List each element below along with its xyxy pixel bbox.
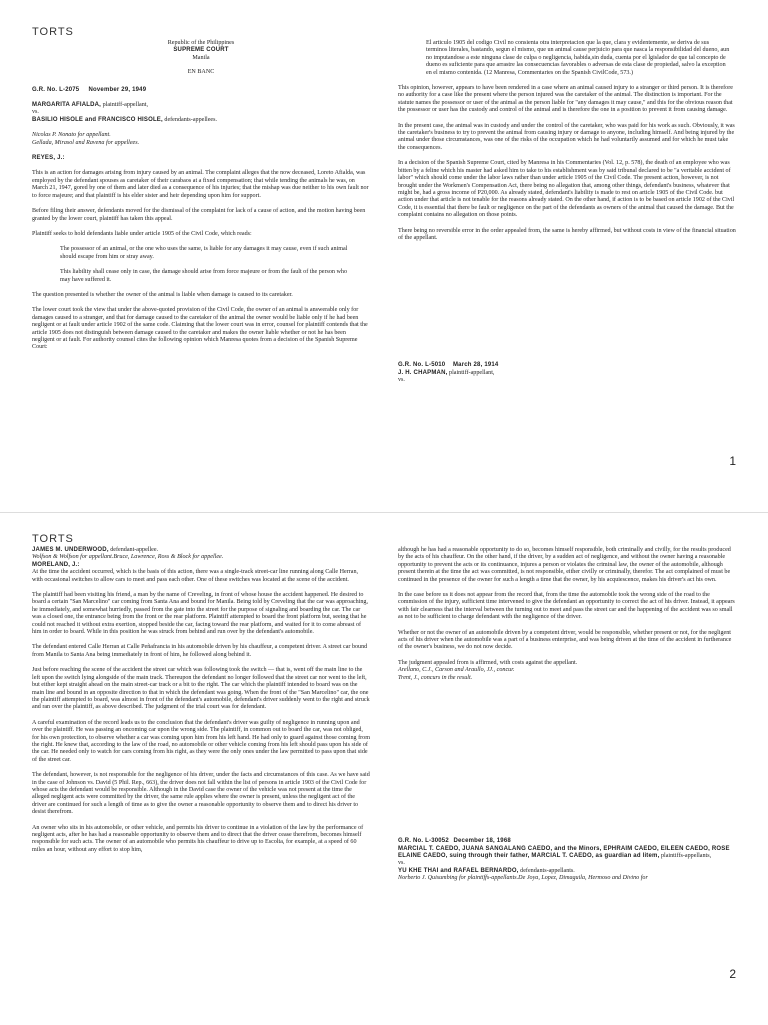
case-parties: JAMES M. UNDERWOOD, defendant-appellee. [32,547,159,553]
paragraph: There being no reversible error in the order appealed from, the same is hereby affirmed, but without costs in view of the financial situation of the appellant. [398,227,736,241]
paragraph: In a decision of the Spanish Supreme Court, cited by Manresa in his Commentaries (Vol. 12, p. 578), the death of an employee who was bitten by a feline which his master had asked him to take to his establishment was by said tribunal declared to be "a veritable accident of labor" which should come under the labor laws rather than under article 1905 of the Civil Code. The present action, however, is not brought under the Workmen's Compensation Act, there being no allegation that, among other things, defendant's business, whatever that might be, had a gross income of P20,000. As already stated, defendant's liability is made to rest on article 1905 of the Civil Code. but action under that article is not tenable for the reasons already stated. On the other hand, if action is to be based on article 1902 of the Civil Code, it is essential that there be fault or negligence on the part of the defendants as owners of the animal that caused the damage. But the complaint contains no allegation on those points. [398,160,735,219]
justice: MORELAND, J.: [32,561,80,568]
paragraph: Just before reaching the scene of the accident the street car which was following took the switch — that is, went off the main line to the left upon the switch lying alongside of the main track. Thereupon the defendant no longer followed that the street car nor went to the left, but either kept straight ahead on the main street-car track or a bit to the right. The car which the plaintiff intended to board was on the main line and bound in an opposite direction to that in which the defendant was going. When the front of the "San Marcelino" car, the one the plaintiff attempted to board, was almost in front of the defendant's automobile, defendant's driver suddenly went to the right and struck and ran over the plaintiff, as above described. The judgment of the trial court was for defendant. [32,667,370,711]
judgment: The judgment appealed from is affirmed, with costs against the appellant. [398,659,578,666]
left-column [32,547,370,862]
paragraph: This is an action for damages arising from injury caused by an animal. The complaint alleges that the now deceased, Loreto Afialda, was employed by the defendant spouses as caretaker of their carabaos at a fixed compensation; that while tending the animals he was, on March 21, 1947, gored by one of them and later died as a consequence of his injuries; that the mishap was due neither to his own fault nor to force majeure; and that plaintiff is his elder sister and heir depending upon him for support. [32,170,369,199]
spanish-quote: El articulo 1905 del codigo Civil no consienta otra interpretacion que la que, clara y evidentemente, se deriva de sus terminos literales, bastando, segun el mismo, que un animal cause perjuicio para que nasca la responsibilidad del dueno, aun no imputandose a este ninguna clase de culpa o negligencia, habida,sin duda, cuenta por el lgislador de que tal concepto de dueno es suficiente para que arrastre las consecuencias favorables o adversas de esta clase de propiedad, salvo la exception en el mismo contenida. (12 Manresa, Commentaries on the Spanish CivilCode, 573.) [426,40,730,76]
court-heading: Republic of the Philippines SUPREME COURT Manila EN BANC [167,40,235,76]
block-quote: The possessor of an animal, or the one who uses the same, is liable for any damages it may cause, even if such animal should escape from him or stray away. [60,246,348,260]
paragraph: In the present case, the animal was in custody and under the control of the caretaker, who was paid for his work as such. Obviously, it was the caretaker's business to try to prevent the animal from causing injury or damage to anyone, including himself. And being injured by the animal under those circumstances, was one of the risks of the occupation which he had voluntarily assumed and for which he must take the consequences. [398,122,735,151]
concurrence: Arellano, C.J., Carson and Araullo, JJ., concur. [398,667,515,674]
paragraph: The plaintiff had been visiting his friend, a man by the name of Creveling, in front of whose house the accident happened. He desired to board a certain "San Marcelino" car coming from Santa Ana and bound for Manila. Being told by Creveling that the car was approaching, he immediately, and somewhat hurriedly, passed from the gate into the street for the purpose of signaling and boarding the car. The car was a closed one, the entrance being from the front or the rear platform. Plaintiff attempted to board the front platform but, seeing that he could not reached it without extra exertion, stopped beside the car, facing toward the rear platform, and waited for it to come abreast of him in order to board. While in this position he was struck from behind and run over by the defendant's automobile. [32,592,368,636]
counsel: Wolfson & Wolfson for appellant.Bruce, Lawrence, Ross & Block for appellee. [32,554,224,561]
paragraph: A careful examination of the record leads us to the conclusion that the defendant's driver was guilty of negligence in running upon and over the plaintiff. He was passing an oncoming car upon the wrong side. The plaintiff, in common out to board the car, was not obliged, for his own protection, to observe whether a car was coming upon him from his left hand. He had only to guard against those coming from the right. He knew that, according to the law of the road, no automobile or other vehicle coming from his left should pass upon his side of the car. He needed only to watch for cars coming from his right, as they were the only ones under the law permitted to pass upon that side of the street car. [32,719,370,763]
right-column [398,40,736,385]
document-page-2 [0,512,768,1025]
paragraph: Plaintiff seeks to hold defendants liable under article 1905 of the Civil Code, which reads: [32,230,252,237]
paragraph: The lower court took the view that under the above-quoted provision of the Civil Code, the owner of an animal is answerable only for damages caused to a stranger, and that for damage caused to the caretaker of the animal the owner would be liable only if he had been negligent or at fault under article 1902 of the same code. Claiming that the lower court was in error, counsel for plaintiff contends that the article 1905 does not distinguish between damage caused to the caretaker and makes the owner liable whether or not he has been negligent or at fault. For authority counsel cites the following opinion which Manresa quotes from a decision of the Spanish Supreme Court: [32,307,368,351]
case-citation: G.R. No. L-2075 November 29, 1949 [32,86,147,93]
paragraph: At the time the accident occurred, which is the basis of this action, there was a single-track street-car line running along Calle Herran, with occasional switches to allow cars to meet and pass each other. One of these switches was located at the scene of the accident. [32,569,359,583]
paragraph: The question presented is whether the owner of the animal is liable when damage is caused to its caretaker. [32,291,293,298]
counsel: Nicolas P. Nonato for appellant. Gellada, Mirasol and Ravena for appellees. [32,132,140,146]
paragraph: The defendant, however, is not responsible for the negligence of his driver, under the facts and circumstances of this case. As we have said in the case of Johnson vs. David (5 Phil. Rep., 663), the driver does not fall within the list of persons in article 1903 of the Civil Code for whose acts the defendant would be responsible. Although in the David case the owner of the vehicle was not present at the time the alleged negligent acts were committed by the driver, the same rule applies where the owner is present, unless the negligent act of the driver are continued for such a length of time as to give the owner a reasonable opportunity to observe them and to direct his driver to desist therefrom. [32,772,370,816]
running-header: TORTS [32,533,74,545]
paragraph: Before filing their answer, defendants moved for the dismissal of the complaint for lack of a cause of action, and the motion having been granted by the lower court, plaintiff has taken this appeal. [32,208,366,222]
running-header: TORTS [32,26,74,38]
page-number: 1 [729,454,736,468]
concurrence-result: Trent, J., concurs in the result. [398,674,473,681]
paragraph: An owner who sits in his automobile, or other vehicle, and permits his driver to continue in a violation of the law by the performance of negligent acts, after he has had a reasonable opportunity to observe them and to direct that the driver cease therefrom, becomes himself responsible for such acts. The owner of an automobile who permits his chauffeur to drive up to Escolta, for example, at a speed of 60 miles an hour, without any effort to stop him, [32,824,364,853]
next-case-heading: G.R. No. L-30052 December 18, 1968 MARCIAL T. CAEDO, JUANA SANGALANG CAEDO, and the Minors, EPHRAIM CAEDO, EILEEN CAEDO, ROSE ELAINE CAEDO, suing through their father, MARCIAL T. CAEDO, as guardian ad litem, plaintiffs-appellants, vs. YU KHE THAI and RAFAEL BERNARDO, defendants-appellants. Norberto J. Quisumbing for plaintiffs-appellants.De Joya, Lopez, Dimaguila, Hermoso and Divino for [398,838,730,882]
case-parties: MARGARITA AFIALDA, plaintiff-appellant, vs. BASILIO HISOLE and FRANCISCO HISOLE, defendants-appellees. [32,102,218,123]
paragraph: The defendant entered Calle Herran at Calle Peñafrancia in his automobile driven by his chauffeur, a competent driver. A street car bound from Manila to Santa Ana being immediately in front of him, he followed along behind it. [32,644,368,658]
paragraph: This opinion, however, appears to have been rendered in a case where an animal caused injury to a stranger or third person. It is therefore no authority for a case like the present where the person injured was the caretaker of the animal. The distinction is important. For the statute names the possessor or user of the animal as the person liable for "any damages it may cause," and this for the obvious reason that the possessor or user has the custody and control of the animal and is therefore the one in a position to prevent it from causing damage. [398,85,733,114]
page-number: 2 [729,967,736,981]
right-column [398,547,736,883]
document-page-1 [0,0,768,512]
justice: REYES, J.: [32,155,65,162]
paragraph: Whether or not the owner of an automobile driven by a competent driver, would be responsible, whether present or not, for the negligent acts of his driver when the automobile was a part of a business enterprise, and was being driven at the time of the accident in furtherance of the owner's business, we do not now decide. [398,629,732,651]
left-column [32,40,370,360]
paragraph: In the case before us it does not appear from the record that, from the time the automobile took the wrong side of the road to the commission of the injury, sufficient time intervened to give the defendant an opportunity to correct the act of his driver. Instead, it appears with fair clearness that the interval between the turning out to meet and pass the street car and the happening of the accident was so small as not to be sufficient to charge defendant with the negligence of the driver. [398,592,735,621]
next-case-heading: G.R. No. L-5010 March 28, 1914 J. H. CHAPMAN, plaintiff-appellant, vs. [398,362,499,384]
paragraph: although he has had a reasonable opportunity to do so, becomes himself responsible, both criminally and civilly, for the results produced by the acts of his chauffeur. On the other hand, if the driver, by a sudden act of negligence, and without the owner having a reasonable opportunity to prevent the acts or its continuance, injures a person or violates the criminal law, the owner of the automobile, although present therein at the time the act was committed, is not responsible, either civilly or criminally, therefor. The act complained of must be continued in the presence of the owner for such a length a time that the owner, by his acquiescence, makes his driver's act his own. [398,547,731,583]
block-quote: This liability shall cease only in case, the damage should arise from force majeure or from the fault of the person who may have suffered it. [60,269,347,283]
